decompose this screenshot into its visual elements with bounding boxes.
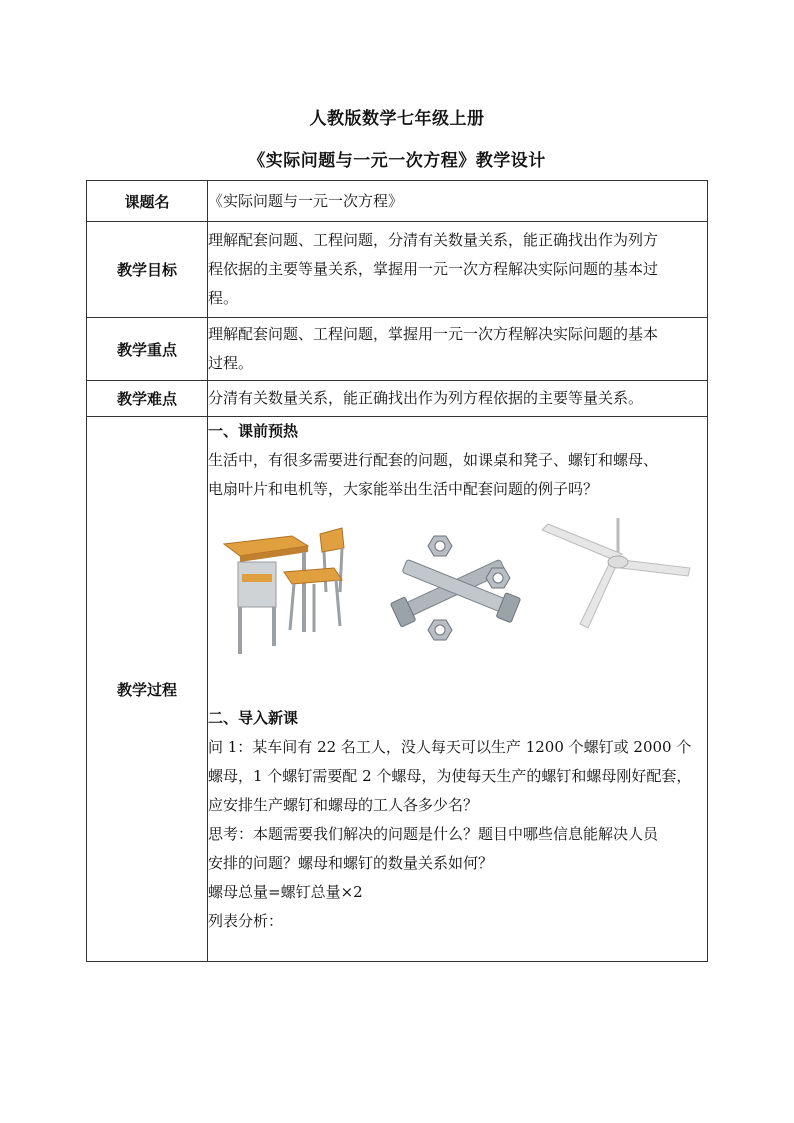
doc-subtitle: 《实际问题与一元一次方程》教学设计 — [248, 151, 546, 171]
goal-line: 理解配套问题、工程问题，分清有关数量关系，能正确找出作为列方 — [208, 231, 659, 249]
process-content — [208, 417, 708, 962]
process-line: 螺母，1 个螺钉需要配 2 个螺母，为使每天生产的螺钉和螺母刚好配套， — [208, 767, 692, 785]
lesson-table — [86, 180, 708, 962]
key-label: 教学重点 — [87, 318, 208, 381]
table-row-process — [87, 417, 708, 962]
process-line: 螺母总量=螺钉总量×2 — [208, 883, 363, 901]
bolts-nuts-icon — [382, 528, 532, 648]
process-line: 列表分析： — [208, 912, 284, 930]
goal-label: 教学目标 — [87, 222, 208, 318]
difficulty-label: 教学难点 — [87, 381, 208, 417]
table-row-difficulty — [87, 381, 708, 417]
key-line: 过程。 — [208, 354, 254, 372]
goal-content — [208, 222, 708, 318]
process-line: 问 1：某车间有 22 名工人，没人每天可以生产 1200 个螺钉或 2000 个 — [208, 738, 692, 756]
process-line: 安排的问题？螺母和螺钉的数量关系如何？ — [208, 854, 494, 872]
process-label: 教学过程 — [87, 417, 208, 962]
doc-title: 人教版数学七年级上册 — [309, 109, 485, 129]
process-line: 应安排生产螺钉和螺母的工人各多少名？ — [208, 796, 479, 814]
section-heading: 一、课前预热 — [208, 422, 299, 440]
examples-images — [208, 504, 707, 704]
process-line: 电扇叶片和电机等，大家能举出生活中配套问题的例子吗？ — [208, 480, 599, 498]
goal-line: 程。 — [208, 289, 239, 307]
ceiling-fan-icon — [538, 516, 698, 636]
goal-line: 程依据的主要等量关系，掌握用一元一次方程解决实际问题的基本过 — [208, 260, 659, 278]
topic-value: 《实际问题与一元一次方程》 — [208, 181, 708, 222]
process-line: 思考：本题需要我们解决的问题是什么？题目中哪些信息能解决人员 — [208, 825, 659, 843]
table-row-goal — [87, 222, 708, 318]
process-line: 生活中，有很多需要进行配套的问题，如课桌和凳子、螺钉和螺母、 — [208, 451, 659, 469]
table-row-key — [87, 318, 708, 381]
topic-label: 课题名 — [87, 181, 208, 222]
difficulty-value: 分清有关数量关系，能正确找出作为列方程依据的主要等量关系。 — [208, 381, 708, 417]
key-line: 理解配套问题、工程问题，掌握用一元一次方程解决实际问题的基本 — [208, 325, 659, 343]
key-content — [208, 318, 708, 381]
table-row-topic — [87, 181, 708, 222]
section-heading: 二、导入新课 — [208, 709, 299, 727]
desk-chair-icon — [214, 522, 364, 662]
